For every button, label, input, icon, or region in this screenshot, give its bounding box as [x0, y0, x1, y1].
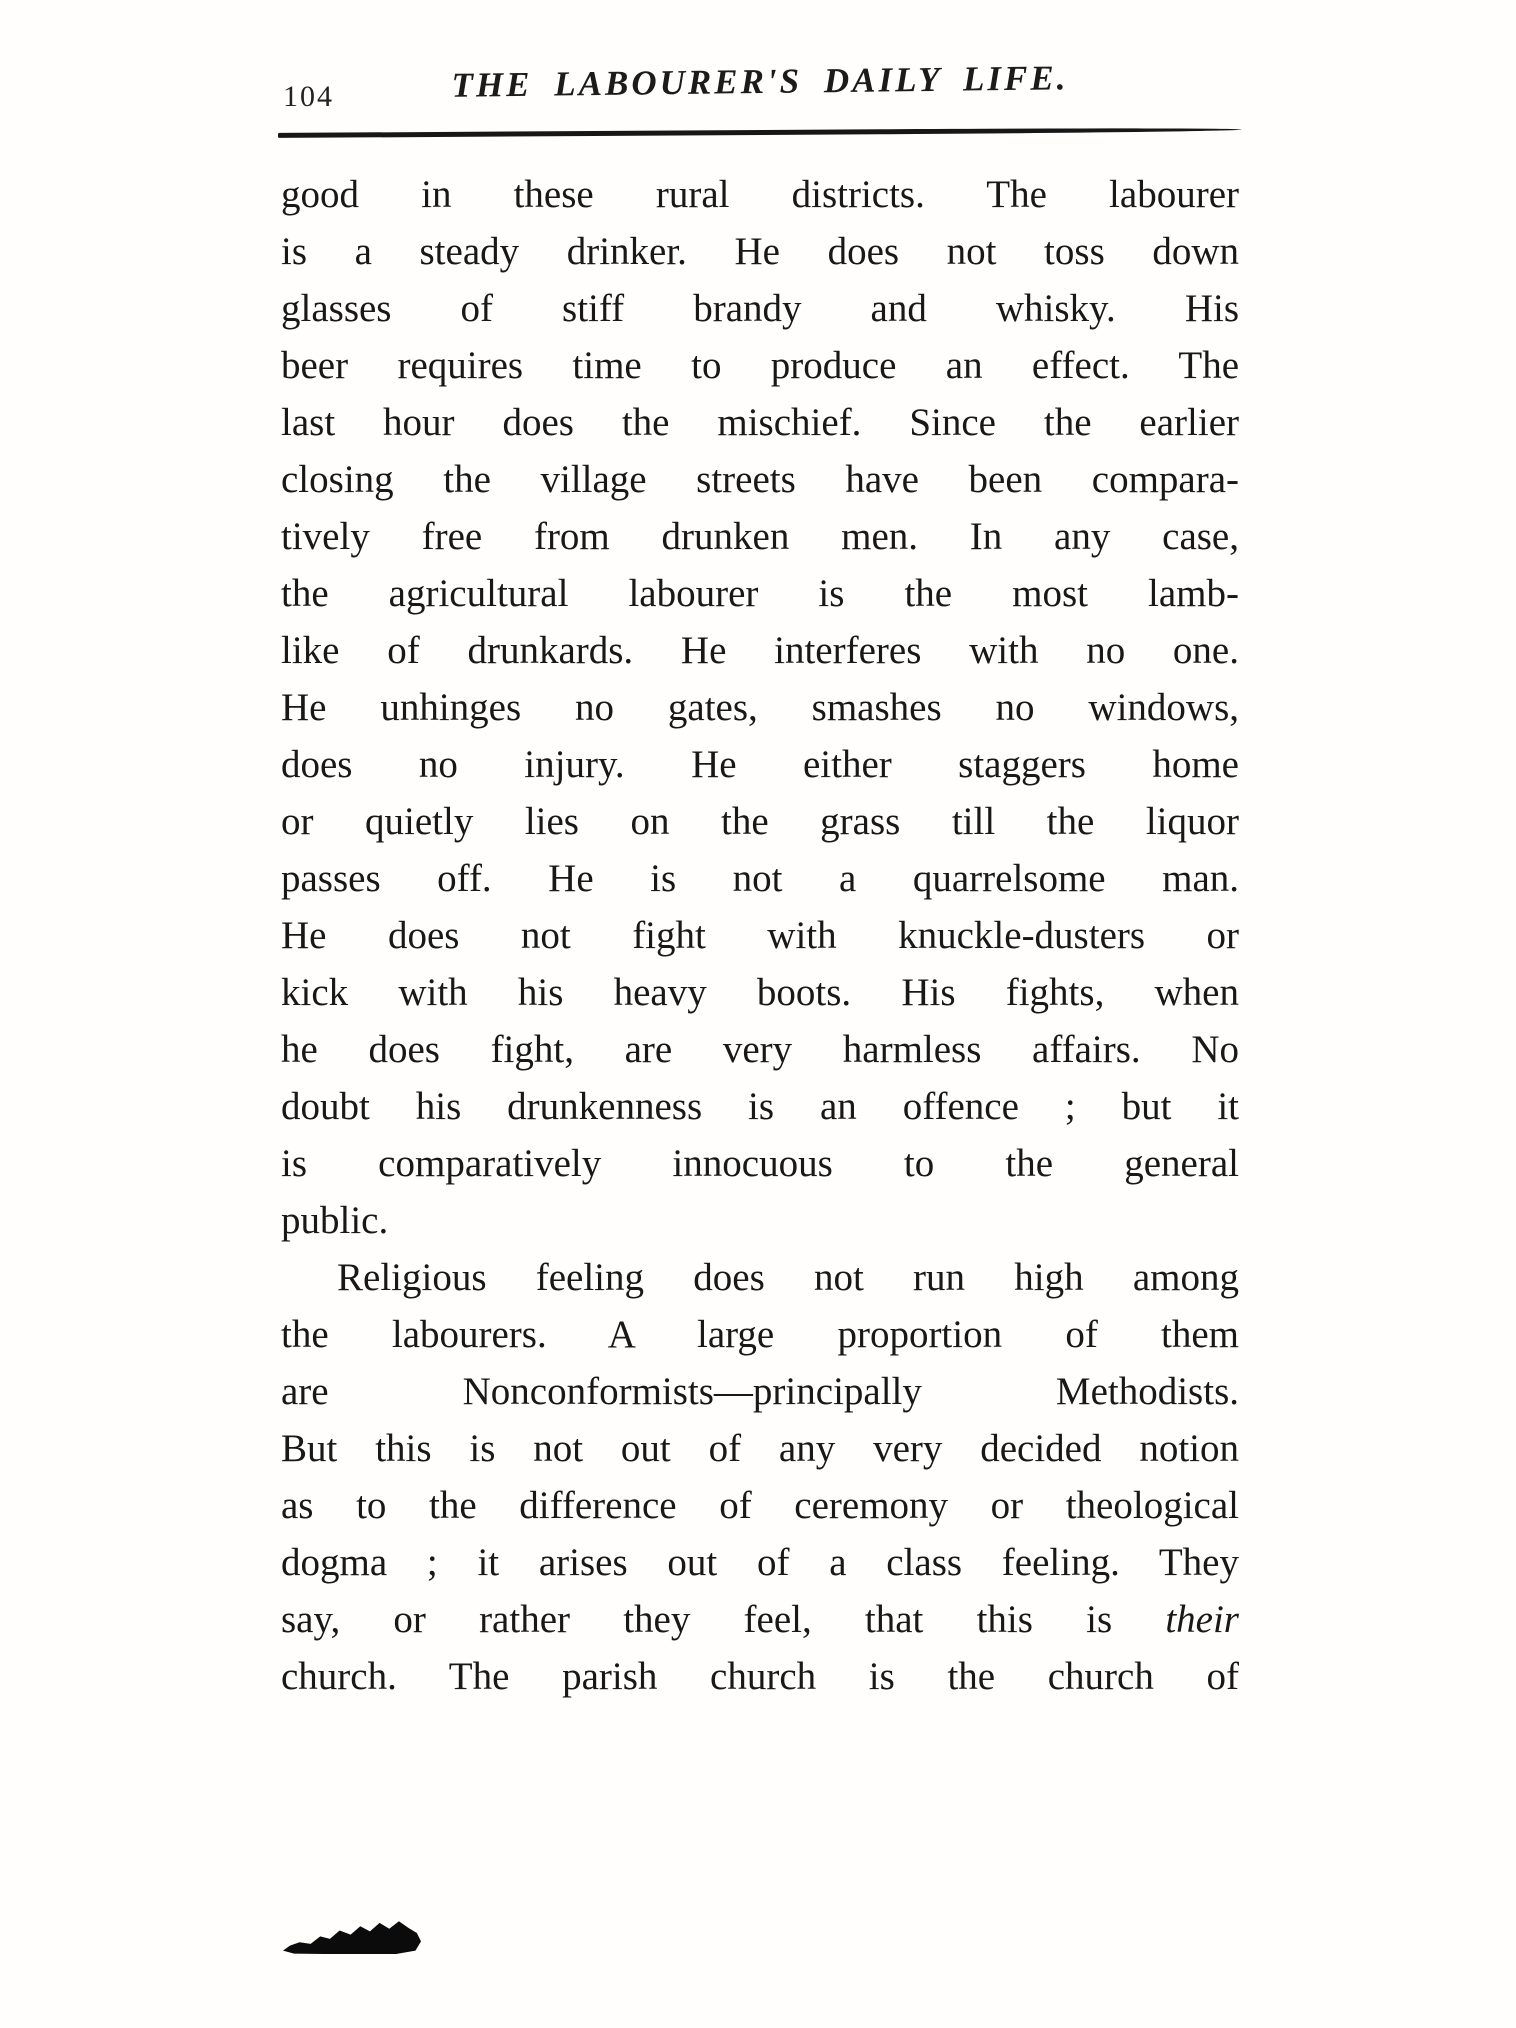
text-line: good in these rural districts. The labourer [281, 173, 1239, 216]
text-line: passes off. He is not a quarrelsome man. [281, 857, 1239, 900]
text-line: dogma ; it arises out of a class feeling. They [281, 1541, 1239, 1584]
text-line: doubt his drunkenness is an offence ; but it [281, 1085, 1239, 1128]
paragraph-2 [281, 1249, 1239, 1591]
text-line: are Nonconformists—principally Methodists. [281, 1370, 1239, 1413]
italic-word: their [1165, 1598, 1239, 1641]
text-line: is comparatively innocuous to the general [281, 1142, 1239, 1185]
paragraph-1-last-line: public. [281, 1199, 389, 1242]
text-line: he does fight, are very harmless affairs. No [281, 1028, 1239, 1071]
text-line: He unhinges no gates, smashes no windows, [281, 686, 1239, 729]
text-line: as to the difference of ceremony or theological [281, 1484, 1239, 1527]
paragraph-2-italic-line [281, 1591, 1239, 1648]
text-line: does no injury. He either staggers home [281, 743, 1239, 786]
page-number: 104 [283, 80, 334, 113]
paragraph-1 [281, 166, 1239, 1192]
running-title: THE LABOURER'S DAILY LIFE. [451, 58, 1069, 105]
text-line: closing the village streets have been compara- [281, 458, 1239, 501]
paragraph-2-last-line: church. The parish church is the church of [281, 1655, 1239, 1698]
text-line: is a steady drinker. He does not toss down [281, 230, 1239, 273]
text-line: like of drunkards. He interferes with no one. [281, 629, 1239, 672]
italic-line-pre-text: say, or rather they feel, that this is [281, 1598, 1166, 1641]
text-line: But this is not out of any very decided notion [281, 1427, 1239, 1470]
text-line: or quietly lies on the grass till the liquor [281, 800, 1239, 843]
text-line: glasses of stiff brandy and whisky. His [281, 287, 1239, 330]
text-line: last hour does the mischief. Since the earlier [281, 401, 1239, 444]
text-line: beer requires time to produce an effect. The [281, 344, 1239, 387]
ink-smudge [283, 1912, 421, 1954]
text-block [281, 166, 1239, 1705]
text-line: kick with his heavy boots. His fights, when [281, 971, 1239, 1014]
text-line: Religious feeling does not run high among [337, 1256, 1239, 1299]
text-line: the labourers. A large proportion of them [281, 1313, 1239, 1356]
header-rule [278, 127, 1242, 138]
text-line: tively free from drunken men. In any case, [281, 515, 1239, 558]
text-line: the agricultural labourer is the most lamb- [281, 572, 1239, 615]
text-line: He does not fight with knuckle-dusters or [281, 914, 1239, 957]
